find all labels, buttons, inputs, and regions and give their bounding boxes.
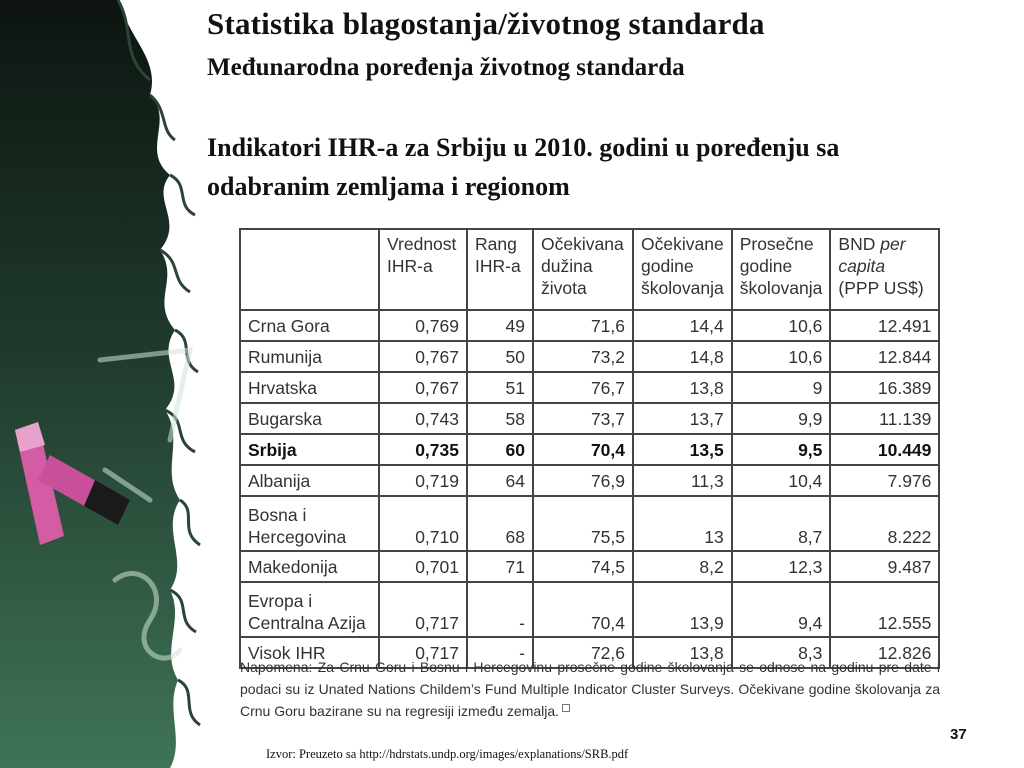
cell-gni: 12.826 [830,637,939,668]
cell-gni: 8.222 [830,496,939,551]
cell-expected: 13,5 [633,434,732,465]
cell-hdi: 0,767 [379,372,467,403]
cell-gni: 12.555 [830,582,939,637]
cell-life: 74,5 [533,551,633,582]
cell-hdi: 0,710 [379,496,467,551]
cell-life: 71,6 [533,310,633,341]
cell-life: 72,6 [533,637,633,668]
header-expected-schooling: Očekivane godine školovanja [633,229,732,310]
cell-gni: 12.844 [830,341,939,372]
cell-expected: 13,9 [633,582,732,637]
page-number: 37 [950,726,967,743]
cell-expected: 11,3 [633,465,732,496]
cell-expected: 14,8 [633,341,732,372]
hdi-table [239,228,940,669]
hdi-table-container [239,228,940,669]
cell-life: 70,4 [533,434,633,465]
cell-country: Crna Gora [240,310,379,341]
cell-gni: 10.449 [830,434,939,465]
cell-rank: 64 [467,465,533,496]
section-heading: Indikatori IHR-a za Srbiju u 2010. godini u poređenju sa odabranim zemljama i regionom [207,133,840,201]
cell-expected: 13 [633,496,732,551]
cell-expected: 14,4 [633,310,732,341]
cell-rank: 60 [467,434,533,465]
cell-hdi: 0,743 [379,403,467,434]
cell-life: 75,5 [533,496,633,551]
table-row-highlight [240,434,939,465]
cell-hdi: 0,735 [379,434,467,465]
table-row [240,403,939,434]
cell-country: Makedonija [240,551,379,582]
cell-country: Srbija [240,434,379,465]
table-row [240,496,939,551]
cell-rank: 71 [467,551,533,582]
table-header-row [240,229,939,310]
cell-mean: 9,5 [732,434,831,465]
header-hdi-value: Vrednost IHR-a [379,229,467,310]
cell-mean: 12,3 [732,551,831,582]
cell-hdi: 0,717 [379,637,467,668]
table-row [240,310,939,341]
cell-mean: 10,6 [732,310,831,341]
cell-mean: 9,4 [732,582,831,637]
table-row [240,582,939,637]
cell-mean: 8,7 [732,496,831,551]
table-note [240,656,940,722]
header-gni: BND per capita (PPP US$) [830,229,939,310]
cell-country: Bugarska [240,403,379,434]
cell-rank: 50 [467,341,533,372]
table-row [240,372,939,403]
cell-country: Visok IHR [240,637,379,668]
cell-hdi: 0,719 [379,465,467,496]
cell-rank: 49 [467,310,533,341]
cell-gni: 11.139 [830,403,939,434]
table-row [240,465,939,496]
source-citation: Izvor: Preuzeto sa http://hdrstats.undp.org/images/explanations/SRB.pdf [266,747,629,761]
cell-expected: 8,2 [633,551,732,582]
cell-hdi: 0,701 [379,551,467,582]
chalkboard-decoration [0,0,230,768]
cell-hdi: 0,769 [379,310,467,341]
cell-country: Albanija [240,465,379,496]
cell-hdi: 0,767 [379,341,467,372]
header-hdi-rank: Rang IHR-a [467,229,533,310]
cell-life: 70,4 [533,582,633,637]
table-row [240,341,939,372]
cell-rank: 68 [467,496,533,551]
cell-mean: 10,4 [732,465,831,496]
cell-country: Hrvatska [240,372,379,403]
cell-expected: 13,8 [633,372,732,403]
checkbox-glyph-icon [562,704,570,712]
header-country [240,229,379,310]
cell-expected: 13,7 [633,403,732,434]
cell-mean: 9,9 [732,403,831,434]
slide-subtitle: Međunarodna poređenja životnog standarda [207,54,685,81]
table-row [240,551,939,582]
cell-mean: 10,6 [732,341,831,372]
cell-mean: 8,3 [732,637,831,668]
slide-title: Statistika blagostanja/životnog standarda [207,6,765,41]
cell-gni: 16.389 [830,372,939,403]
cell-gni: 12.491 [830,310,939,341]
cell-country: Evropa i Centralna Azija [240,582,379,637]
cell-rank: 58 [467,403,533,434]
cell-hdi: 0,717 [379,582,467,637]
cell-life: 73,2 [533,341,633,372]
cell-life: 76,7 [533,372,633,403]
cell-gni: 7.976 [830,465,939,496]
cell-life: 76,9 [533,465,633,496]
cell-country: Bosna i Hercegovina [240,496,379,551]
cell-rank: - [467,582,533,637]
cell-life: 73,7 [533,403,633,434]
cell-expected: 13,8 [633,637,732,668]
cell-rank: 51 [467,372,533,403]
cell-mean: 9 [732,372,831,403]
cell-gni: 9.487 [830,551,939,582]
header-mean-schooling: Prosečne godine školovanja [732,229,831,310]
header-life-expectancy: Očekivana dužina života [533,229,633,310]
note-text: Napomena: Za Crnu Goru i Bosnu i Hercegovinu prosečne godine školovanja se odnose na godinu pre date i podaci su iz Unated Nations Childem’s Fund Multiple Indicator Cluster Surveys. Očekivane godine školovanja za Crnu Goru bazirane su na regresiji između zemalja. [240,659,940,719]
cell-country: Rumunija [240,341,379,372]
cell-rank: - [467,637,533,668]
